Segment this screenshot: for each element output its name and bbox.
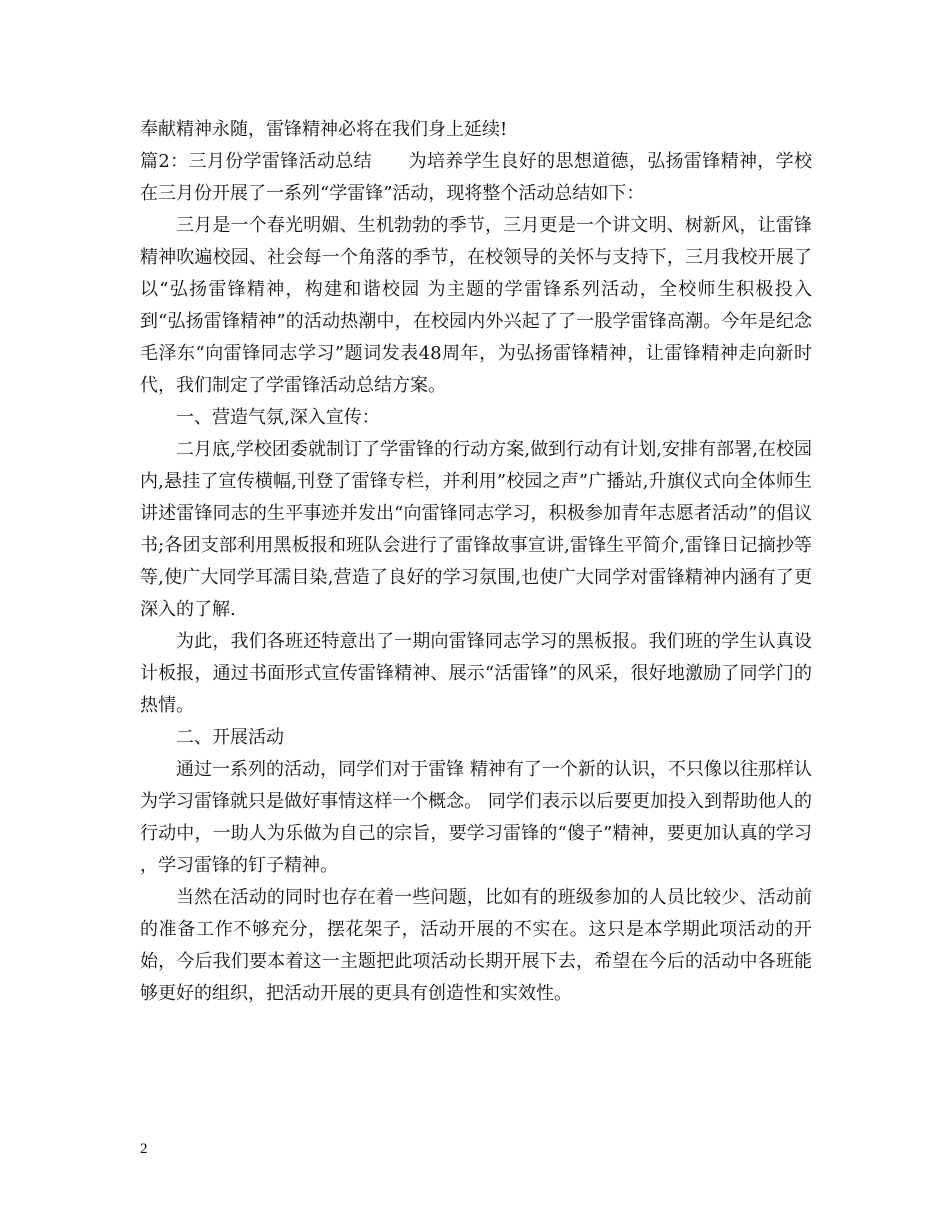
paragraph-problems: 当然在活动的同时也存在着一些问题，比如有的班级参加的人员比较少、活动前的准备工作不够充分，摆花架子，活动开展的不实在。这只是本学期此项活动的开始，今后我们要本着这一主题把此项活动长期开展下去，希望在今后的活动中各班能够更好的组织，把活动开展的更具有创造性和实效性。 <box>140 887 812 1004</box>
paragraph-closing-line: 奉献精神永随，雷锋精神必将在我们身上延续! <box>140 119 508 140</box>
paragraph-article-2-heading: 篇2：三月份学雷锋活动总结 为培养学生良好的思想道德，弘扬雷锋精神，学校在三月份开展了一系列“学雷锋”活动，现将整个活动总结如下： <box>140 151 812 204</box>
document-body <box>140 114 812 1010</box>
section-heading-2: 二、开展活动 <box>176 727 284 748</box>
section-heading-1: 一、营造气氛,深入宣传： <box>176 407 380 428</box>
paragraph-activities: 通过一系列的活动，同学们对于雷锋 精神有了一个新的认识，不只像以往那样认为学习雷锋就只是做好事情这样一个概念。 同学们表示以后要更加投入到帮助他人的行动中，一助人为乐做为自己的宗旨，要学习雷锋的“傻子”精神，要更加认真的学习 ，学习雷锋的钉子精神。 <box>140 759 812 876</box>
page-number: 2 <box>140 1141 148 1157</box>
paragraph-march-intro: 三月是一个春光明媚、生机勃勃的季节，三月更是一个讲文明、树新风，让雷锋精神吹遍校园、社会每一个角落的季节，在校领导的关怀与支持下，三月我校开展了以“弘扬雷锋精神，构建和谐校园 为主题的学雷锋系列活动，全校师生积极投入到“弘扬雷锋精神”的活动热潮中，在校园内外兴起了了一股学雷锋高潮。今年是纪念毛泽东“向雷锋同志学习”题词发表48周年，为弘扬雷锋精神，让雷锋精神走向新时代，我们制定了学雷锋活动总结方案。 <box>140 215 812 396</box>
paragraph-blackboard: 为此，我们各班还特意出了一期向雷锋同志学习的黑板报。我们班的学生认真设计板报，通过书面形式宣传雷锋精神、展示“活雷锋”的风采，很好地激励了同学门的热情。 <box>140 631 812 716</box>
paragraph-propaganda: 二月底,学校团委就制订了学雷锋的行动方案,做到行动有计划,安排有部署,在校园内,悬挂了宣传横幅,刊登了雷锋专栏，并利用”校园之声”广播站,升旗仪式向全体师生讲述雷锋同志的生平事迹并发出“向雷锋同志学习，积极参加青年志愿者活动”的倡议书;各团支部利用黑板报和班队会进行了雷锋故事宣讲,雷锋生平简介,雷锋日记摘抄等等,使广大同学耳濡目染,营造了良好的学习氛围,也使广大同学对雷锋精神内涵有了更深入的了解. <box>140 439 812 620</box>
